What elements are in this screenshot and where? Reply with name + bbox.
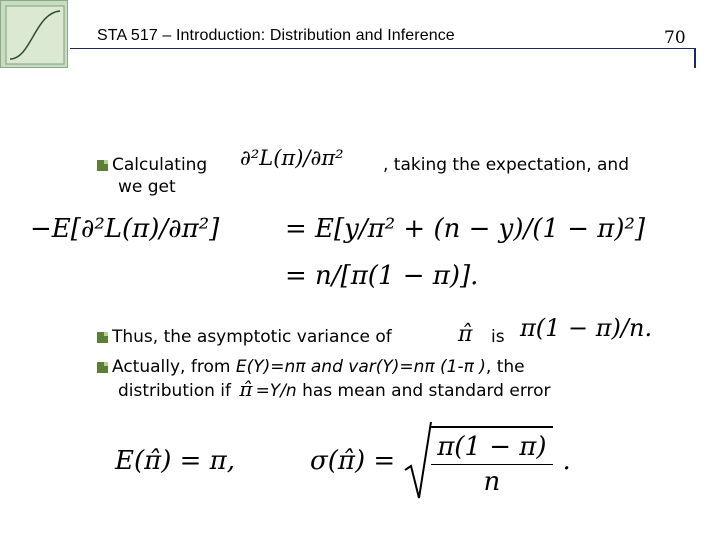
bullet-3-line2-b: =Y/n [255,381,297,401]
bullet-icon [97,332,108,343]
equation-1-lhs: −E[∂²L(π)/∂π²] [30,214,220,244]
sqrt-sign-icon [403,420,433,502]
bullet-1 [97,154,207,176]
bullet-3-line2-c: has mean and standard error [296,381,551,401]
bullet-icon [97,160,108,171]
asymptotic-variance-expr: π(1 − π)/n. [520,314,653,342]
equation-2: = n/[π(1 − π)]. [285,261,479,291]
bullet-3-suffix: , the [485,357,525,377]
se-lhs: σ(π̂) = [310,446,396,476]
se-numerator: π(1 − π) [431,432,552,465]
equation-1-rhs: = E[y/π² + (n − y)/(1 − π)²] [285,214,646,244]
second-derivative-expr: ∂²L(π)/∂π² [240,146,344,170]
standard-error-equation [310,416,571,506]
bullet-2 [97,326,392,348]
bullet-1-prefix: Calculating [112,155,208,175]
bullet-icon [97,362,108,373]
bullet-1-suffix: , taking the expectation, and [383,155,629,175]
se-fraction [431,426,552,497]
slide-title: STA 517 – Introduction: Distribution and Inference [97,27,455,44]
se-denominator: n [483,466,501,497]
se-period: . [562,446,571,476]
bullet-3-line2 [118,378,551,402]
page-number: 70 [664,28,686,48]
sigmoid-curve-icon [1,1,69,69]
bullet-2-text: Thus, the asymptotic variance of [112,327,392,347]
header-rule [70,48,695,49]
logo [0,0,68,68]
bullet-3-italic: E(Y)=nπ and var(Y)=nπ (1-π ) [235,357,486,377]
bullet-3 [97,356,525,378]
bullet-3-line2-a: distribution if [118,381,231,401]
bullet-3-prefix: Actually, from [112,357,231,377]
bullet-2-is: is [491,327,505,347]
pi-hat-symbol: π̂ [239,377,253,401]
bullet-1-line2: we get [118,177,176,197]
mean-equation: E(π̂) = π, [115,446,236,476]
header-rule-tick [694,48,696,68]
pi-hat-symbol: π̂ [458,322,473,347]
